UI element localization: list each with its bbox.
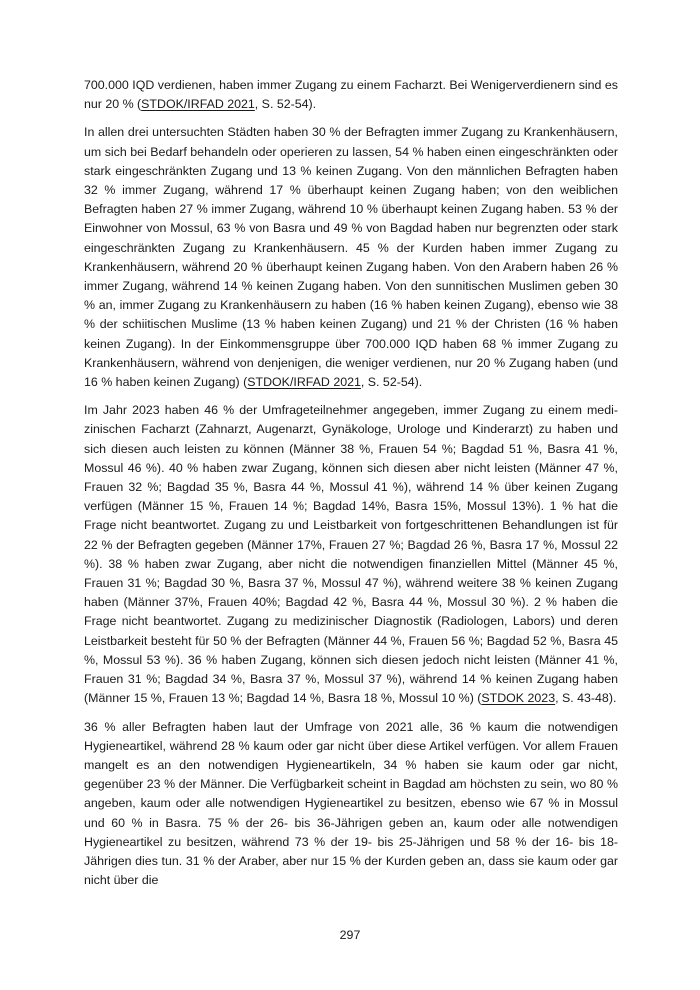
reference-link-stdok-2023[interactable]: STDOK 2023 [481,691,556,706]
paragraph-4 [84,718,618,891]
reference-link-stdok-irfad-2021[interactable]: STDOK/IRFAD 2021 [247,375,361,390]
paragraph-2-citation-pages: , S. 52-54). [360,375,423,390]
paragraph-2 [84,123,618,392]
reference-link-stdok-irfad-2021[interactable]: STDOK/IRFAD 2021 [141,97,255,112]
paragraph-2-text: In allen drei untersuchten Städten haben 30 % der Befragten immer Zugang zu Krankenhäusern, um sich bei Bedarf behandeln oder operieren zu lassen, 54 % haben einen eingeschränkten oder stark eingeschränkten Zugang und 13 % keinen Zugang. Von den männlichen Befragten haben 32 % immer Zugang, während 17 % überhaupt keinen Zugang haben; von den weiblichen Befragten haben 27 % immer Zugang, während 10 % überhaupt keinen Zugang haben. 53 % der Einwohner von Mossul, 63 % von Basra und 49 % von Bagdad haben nur begrenzten oder stark eingeschränkten Zugang zu Krankenhäusern. 45 % der Kurden haben immer Zugang zu Krankenhäusern, während 20 % überhaupt keinen Zugang haben. Von den Arabern haben 26 % immer Zugang, während 14 % keinen Zugang haben. Von den sunnitischen Muslimen geben 30 % an, immer Zugang zu Krankenhäusern zu haben (16 % haben keinen Zugang), ebenso wie 38 % der schiitischen Muslime (13 % haben keinen Zugang) und 21 % der Christen (16 % haben keinen Zugang). In der Einkommensgruppe über 700.000 IQD haben 68 % immer Zugang zu Krankenhäusern, während von denjenigen, die weniger verdienen, nur 20 % Zugang haben (und 16 % haben keinen Zugang) ( [84,125,618,390]
paragraph-4-text: 36 % aller Befragten haben laut der Umfrage von 2021 alle, 36 % kaum die notwendigen Hygieneartikel, während 28 % kaum oder gar nicht über diese Artikel verfügen. Vor allem Frauen mangelt es an den notwendigen Hygieneartikeln, 34 % haben sie kaum oder gar nicht, gegenüber 23 % der Männer. Die Verfügbarkeit scheint in Bagdad am höchsten zu sein, wo 80 % angeben, kaum oder alle notwendigen Hygieneartikel zu besitzen, ebenso wie 67 % in Mossul und 60 % in Basra. 75 % der 26- bis 36-Jährigen geben an, kaum oder alle notwendigen Hygieneartikel zu besitzen, während 73 % der 19- bis 25-Jährigen und 58 % der 16- bis 18-Jährigen dies tun. 31 % der Araber, aber nur 15 % der Kurden geben an, dass sie kaum oder gar nicht über die [84,719,618,888]
paragraph-1-citation-pages: , S. 52-54). [254,97,317,112]
paragraph-3-citation-pages: , S. 43-48). [555,691,617,706]
document-page [84,76,618,899]
paragraph-1 [84,76,618,114]
paragraph-3-text: Im Jahr 2023 haben 46 % der Umfrageteilnehmer angegeben, immer Zugang zu einem medizinischen Facharzt (Zahnarzt, Augenarzt, Gynäkologe, Urologe und Kinderarzt) zu haben und sich diesen auch leisten zu können (Männer 38 %, Frauen 54 %; Bagdad 51 %, Basra 41 %, Mossul 46 %). 40 % haben zwar Zugang, können sich diesen aber nicht leisten (Männer 47 %, Frauen 32 %; Bagdad 35 %, Basra 44 %, Mossul 41 %), während 14 % über keinen Zugang verfügen (Männer 15 %, Frauen 14 %; Bagdad 14%, Basra 15%, Mossul 13%). 1 % hat die Frage nicht beantwortet. Zugang zu und Leistbarkeit von fortgeschrittenen Behandlungen ist für 22 % der Befragten gegeben (Männer 17%, Frauen 27 %; Bagdad 26 %, Basra 17 %, Mossul 22 %). 38 % haben zwar Zugang, aber nicht die notwendigen finanziellen Mittel (Männer 45 %, Frauen 31 %; Bagdad 30 %, Basra 37 %, Mossul 47 %), während weitere 38 % keinen Zugang haben (Männer 37%, Frauen 40%; Bagdad 42 %, Basra 44 %, Mossul 30 %). 2 % haben die Frage nicht beantwortet. Zugang zu medizinischer Diagnostik (Radiologen, Labors) und deren Leistbarkeit besteht für 50 % der Befragten (Männer 44 %, Frauen 56 %; Bagdad 52 %, Basra 45 %, Mossul 53 %). 36 % haben Zugang, können sich diesen jedoch nicht leisten (Männer 41 %, Frauen 31 %; Bagdad 34 %, Basra 37 %, Mossul 37 %), während 14 % keinen Zugang haben (Männer 15 %, Frauen 13 %; Bagdad 14 %, Basra 18 %, Mossul 10 %) ( [84,403,618,706]
page-number: 297 [339,928,361,942]
paragraph-3 [84,401,618,708]
paragraph-1-text: 700.000 IQD verdienen, haben immer Zugang zu einem Facharzt. Bei Wenigerverdienern sind es nur 20 % ( [84,78,618,112]
